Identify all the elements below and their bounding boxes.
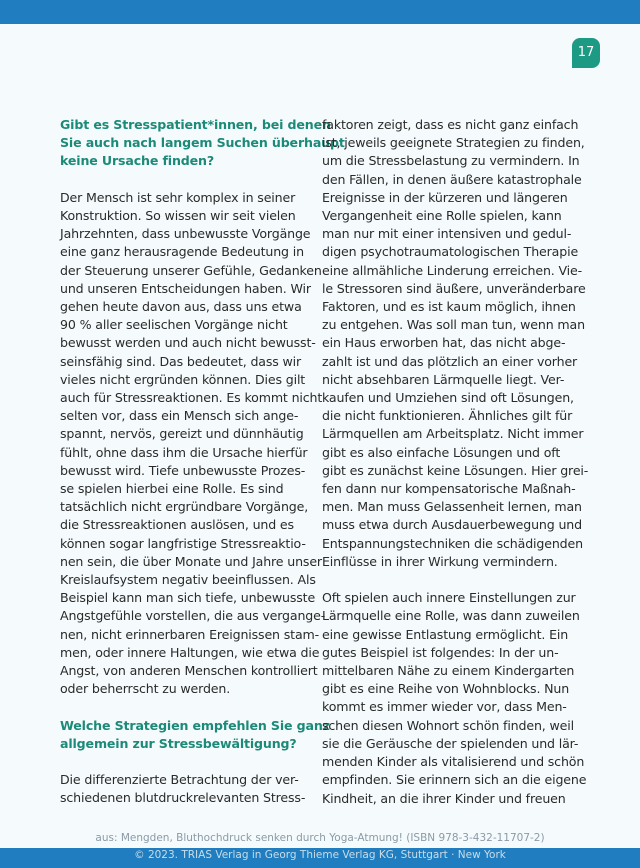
text-line: men. Man muss Gelassenheit lernen, man — [322, 499, 582, 515]
text-line: fühlt, ohne dass ihm die Ursache hierfür — [60, 444, 308, 460]
text-line: gibt es zunächst keine Lösungen. Hier grei- — [322, 462, 589, 478]
text-line: Kreislaufsystem negativ beeinflussen. Als — [60, 572, 316, 588]
text-line: Kindheit, an die ihrer Kinder und freuen — [322, 790, 566, 806]
section-question — [60, 116, 345, 171]
text-line: kaufen und Umziehen sind oft Lösungen, — [322, 390, 574, 406]
text-line: gutes Beispiel ist folgendes: In der un- — [322, 644, 559, 660]
text-line: le Stressoren sind äußere, unveränderbare — [322, 280, 586, 296]
text-line: muss etwa durch Ausdauerbewegung und — [322, 517, 582, 533]
text-line: sie die Geräusche der spielenden und lär- — [322, 735, 579, 751]
text-line: Oft spielen auch innere Einstellungen zur — [322, 590, 576, 606]
text-line: seinsfähig sind. Das bedeutet, dass wir — [60, 353, 302, 369]
text-line: und unseren Entscheidungen haben. Wir — [60, 280, 311, 296]
copyright-notice: © 2023. TRIAS Verlag in Georg Thieme Verlag KG, Stuttgart · New York — [134, 849, 506, 861]
text-line: zu entgehen. Was soll man tun, wenn man — [322, 317, 585, 333]
text-line: auch für Stressreaktionen. Es kommt nicht — [60, 390, 323, 406]
text-line: tatsächlich nicht ergründbare Vorgänge, — [60, 499, 309, 515]
text-line: können sogar langfristige Stressreaktio- — [60, 535, 306, 551]
text-line: nicht absehbaren Lärmquelle liegt. Ver- — [322, 371, 565, 387]
text-line: Jahrzehnten, dass unbewusste Vorgänge — [60, 226, 311, 242]
text-line: Faktoren, und es ist kaum möglich, ihnen — [322, 299, 576, 315]
text-line: Einflüsse in ihrer Wirkung vermindern. — [322, 553, 558, 569]
text-line: kommt es immer wieder vor, dass Men- — [322, 699, 567, 715]
body-paragraph — [60, 189, 326, 699]
text-line: Ereignisse in der kürzeren und längeren — [322, 189, 568, 205]
text-line: man nur mit einer intensiven und gedul- — [322, 226, 572, 242]
text-line: digen psychotraumatologischen Therapie — [322, 244, 579, 260]
header-band — [0, 0, 640, 24]
text-line: schiedenen blutdruckrelevanten Stress- — [60, 790, 306, 806]
text-line: eine ganz herausragende Bedeutung in — [60, 244, 304, 260]
text-line: Gibt es Stresspatient*innen, bei denen — [60, 117, 331, 132]
paragraph-gap — [322, 571, 554, 589]
text-line: Die differenzierte Betrachtung der ver- — [60, 772, 299, 788]
text-line: Welche Strategien empfehlen Sie ganz — [60, 717, 330, 733]
text-line: Der Mensch ist sehr komplex in seiner — [60, 189, 296, 205]
text-line: den Fällen, in denen äußere katastrophale — [322, 171, 582, 187]
text-line: men, oder innere Haltungen, wie etwa die — [60, 644, 320, 660]
text-line: 90 % aller seelischen Vorgänge nicht — [60, 317, 288, 333]
text-line: nen, nicht erinnerbaren Ereignissen stam- — [60, 626, 320, 642]
body-paragraph — [322, 116, 589, 571]
section-question — [60, 717, 330, 753]
text-line: ist, jeweils geeignete Strategien zu finden, — [322, 135, 585, 151]
text-line: se spielen hierbei eine Rolle. Es sind — [60, 481, 284, 497]
body-paragraph — [60, 771, 306, 807]
text-line: Beispiel kann man sich tiefe, unbewusste — [60, 590, 316, 606]
text-line: gibt es also einfache Lösungen und oft — [322, 444, 561, 460]
text-line: eine gewisse Entlastung ermöglicht. Ein — [322, 626, 569, 642]
text-line: Sie auch nach langem Suchen überhaupt — [60, 135, 345, 151]
text-line: die nicht funktionieren. Ähnliches gilt für — [322, 408, 573, 424]
text-line: faktoren zeigt, dass es nicht ganz einfach — [322, 117, 579, 132]
body-paragraph — [322, 589, 587, 807]
text-line: nen sein, die über Monate und Jahre unser — [60, 553, 322, 569]
text-line: ein Haus erworben hat, das nicht abge- — [322, 335, 566, 351]
text-line: um die Stressbelastung zu vermindern. In — [322, 153, 580, 169]
text-line: oder beherrscht zu werden. — [60, 681, 231, 697]
text-line: vieles nicht ergründen können. Dies gilt — [60, 371, 306, 387]
text-line: fen dann nur kompensatorische Maßnah- — [322, 481, 576, 497]
text-line: gehen heute davon aus, dass uns etwa — [60, 299, 302, 315]
text-line: selten vor, dass ein Mensch sich ange- — [60, 408, 299, 424]
paragraph-gap — [60, 698, 292, 716]
paragraph-gap — [60, 171, 292, 189]
right-column — [322, 116, 589, 808]
text-line: schen diesen Wohnort schön finden, weil — [322, 717, 574, 733]
text-line: Angstgefühle vorstellen, die aus vergange- — [60, 608, 326, 624]
text-line: empfinden. Sie erinnern sich an die eigene — [322, 772, 587, 788]
source-citation: aus: Mengden, Bluthochdruck senken durch Yoga-Atmung! (ISBN 978-3-432-11707-2) — [95, 832, 545, 844]
text-line: Angst, von anderen Menschen kontrolliert — [60, 663, 318, 679]
text-line: spannt, nervös, gereizt und dünnhäutig — [60, 426, 304, 442]
text-line: eine allmähliche Linderung erreichen. Vie- — [322, 262, 583, 278]
text-line: die Stressreaktionen auslösen, und es — [60, 517, 294, 533]
text-line: Vergangenheit eine Rolle spielen, kann — [322, 208, 562, 224]
text-line: Lärmquelle eine Rolle, was dann zuweilen — [322, 608, 580, 624]
text-line: der Steuerung unserer Gefühle, Gedanken — [60, 262, 322, 278]
text-line: menden Kinder als vitalisierend und schön — [322, 754, 585, 770]
text-line: Lärmquellen am Arbeitsplatz. Nicht immer — [322, 426, 584, 442]
page-number-badge: 17 — [572, 38, 600, 68]
text-line: Entspannungstechniken die schädigenden — [322, 535, 583, 551]
paragraph-gap — [60, 753, 292, 771]
left-column — [60, 116, 345, 808]
text-line: mittelbaren Nähe zu einem Kindergarten — [322, 663, 575, 679]
text-line: keine Ursache finden? — [60, 153, 215, 169]
text-line: bewusst wird. Tiefe unbewusste Prozes- — [60, 462, 306, 478]
text-line: zahlt ist und das plötzlich an einer vorher — [322, 353, 578, 369]
text-line: bewusst werden und auch nicht bewusst- — [60, 335, 316, 351]
text-line: allgemein zur Stressbewältigung? — [60, 735, 297, 751]
text-line: gibt es eine Reihe von Wohnblocks. Nun — [322, 681, 570, 697]
text-line: Konstruktion. So wissen wir seit vielen — [60, 208, 296, 223]
